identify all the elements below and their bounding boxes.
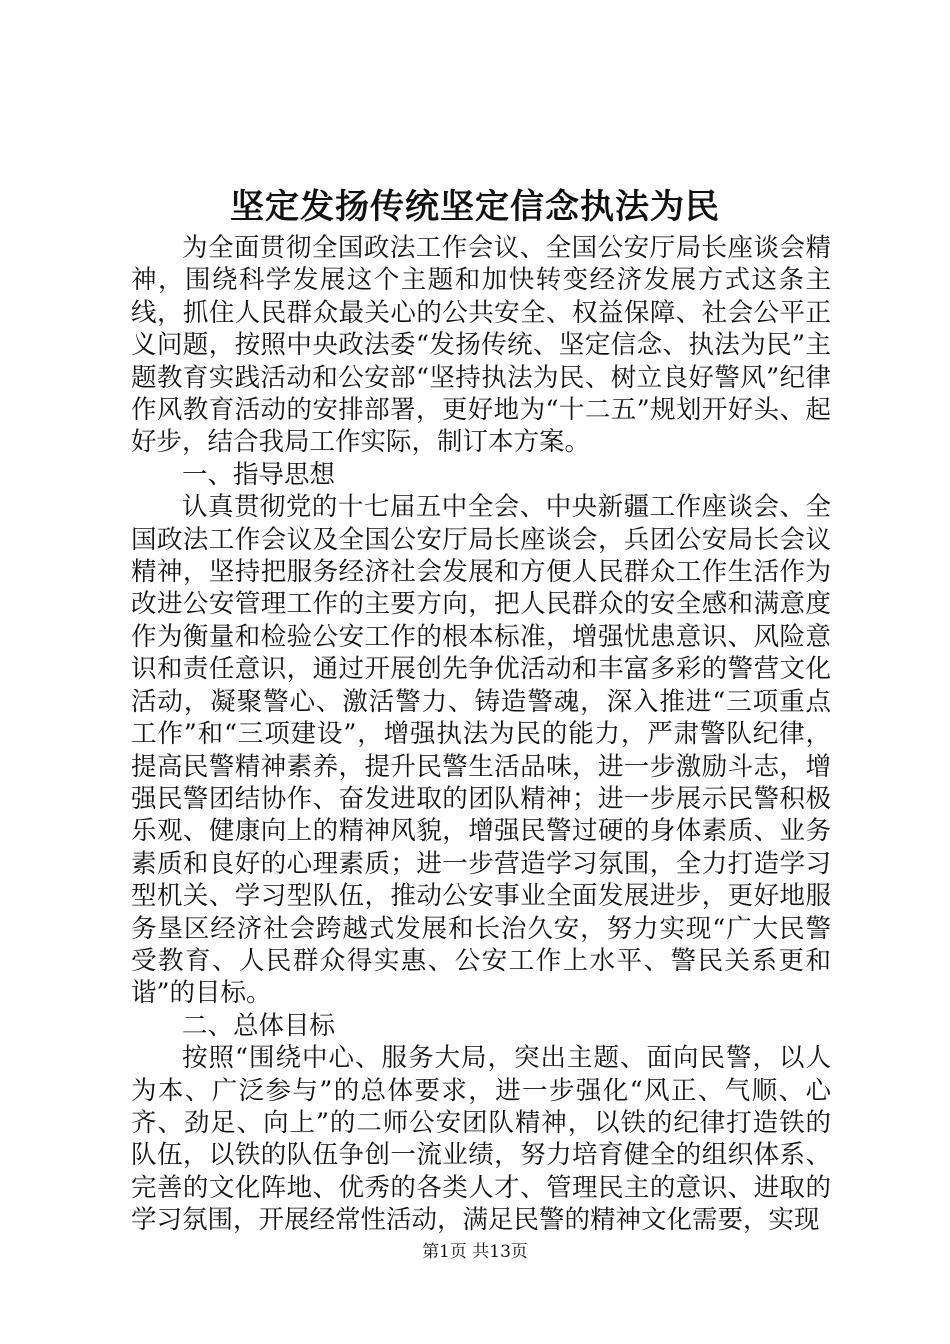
intro-paragraph: 为全面贯彻全国政法工作会议、全国公安厅局长座谈会精神，围绕科学发展这个主题和加快转变经济发展方式这条主线，抓住人民群众最关心的公共安全、权益保障、社会公平正义问题，按照中央政法委“发扬传统、坚定信念、执法为民”主题教育实践活动和公安部“坚持执法为民、树立良好警风”纪律作风教育活动的安排部署，更好地为“十二五”规划开好头、起好步，结合我局工作实际，制订本方案。 [131,233,831,458]
section-heading-guiding-ideology: 一、指导思想 [182,459,336,490]
section-heading-overall-goal: 二、总体目标 [182,1010,336,1041]
guiding-ideology-paragraph: 认真贯彻党的十七届五中全会、中央新疆工作座谈会、全国政法工作会议及全国公安厅局长座谈会，兵团公安局长会议精神，坚持把服务经济社会发展和方便人民群众工作生活作为改进公安管理工作的主要方向，把人民群众的安全感和满意度作为衡量和检验公安工作的根本标准，增强忧患意识、风险意识和责任意识，通过开展创先争优活动和丰富多彩的警营文化活动，凝聚警心、激活警力、铸造警魂，深入推进“三项重点工作”和“三项建设”，增强执法为民的能力，严肃警队纪律，提高民警精神素养，提升民警生活品味，进一步激励斗志，增强民警团结协作、奋发进取的团队精神；进一步展示民警积极乐观、健康向上的精神风貌，增强民警过硬的身体素质、业务素质和良好的心理素质；进一步营造学习氛围，全力打造学习型机关、学习型队伍，推动公安事业全面发展进步，更好地服务垦区经济社会跨越式发展和长治久安，努力实现“广大民警受教育、人民群众得实惠、公安工作上水平、警民关系更和谐”的目标。 [131,492,831,1009]
page-number-footer: 第1页 共13页 [422,1242,528,1262]
document-body [131,232,831,1237]
document-title: 坚定发扬传统坚定信念执法为民 [230,187,720,227]
overall-goal-paragraph: 按照“围绕中心、服务大局，突出主题、面向民警，以人为本、广泛参与”的总体要求，进一步强化“风正、气顺、心齐、劲足、向上”的二师公安团队精神，以铁的纪律打造铁的队伍，以铁的队伍争创一流业绩，努力培育健全的组织体系、完善的文化阵地、优秀的各类人才、管理民主的意识、进取的学习氛围，开展经常性活动，满足民警的精神文化需要，实现 [131,1043,831,1236]
